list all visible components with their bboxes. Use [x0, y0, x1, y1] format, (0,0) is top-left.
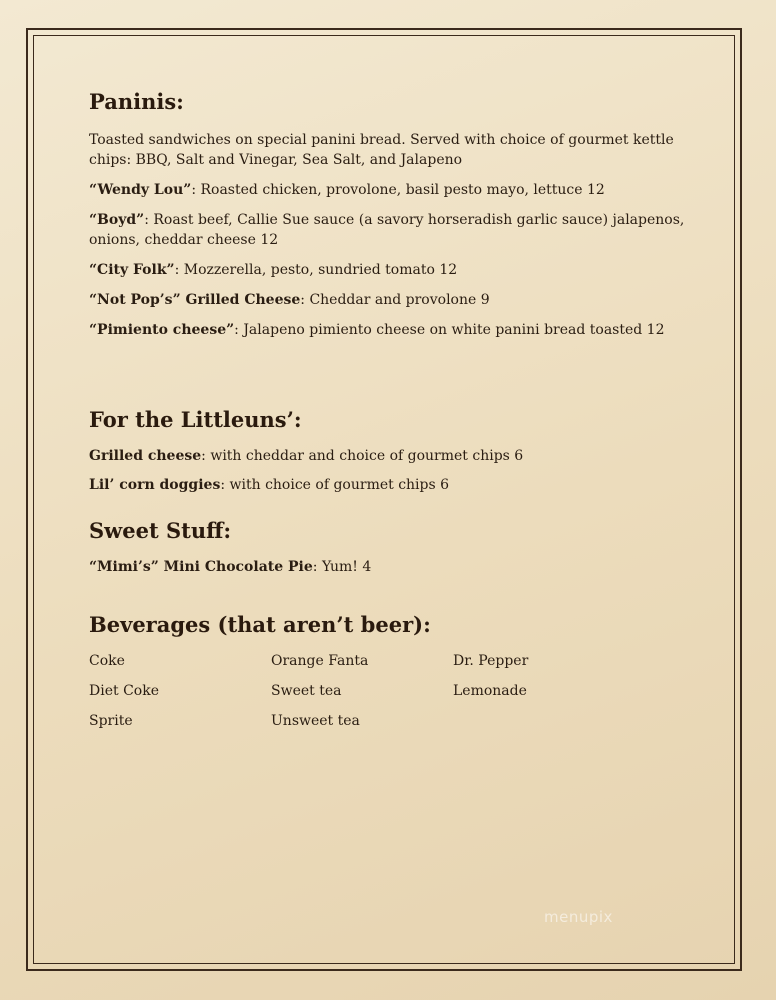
beverage-column: [89, 651, 271, 741]
sweet-stuff-section: [89, 517, 689, 577]
beverage-item: Dr. Pepper: [453, 653, 529, 669]
item-name: “City Folk”: [89, 262, 175, 278]
menu-content: [89, 88, 689, 741]
item-name: “Wendy Lou”: [89, 182, 192, 198]
beverage-item: Lemonade: [453, 683, 527, 699]
paninis-heading: Paninis:: [89, 89, 184, 114]
item-name: “Pimiento cheese”: [89, 322, 235, 338]
item-desc: : Roast beef, Callie Sue sauce (a savory horseradish garlic sauce) jalapenos, onions, cheddar cheese 12: [89, 212, 685, 248]
beverages-heading: Beverages (that aren’t beer):: [89, 612, 431, 637]
item-desc: : Roasted chicken, provolone, basil pesto mayo, lettuce 12: [191, 182, 605, 198]
menu-item: [89, 180, 689, 200]
item-desc: : Jalapeno pimiento cheese on white panini bread toasted 12: [234, 322, 665, 338]
beverage-item: Diet Coke: [89, 683, 159, 699]
beverage-column: [271, 651, 453, 741]
item-desc: : Yum! 4: [312, 559, 372, 575]
paninis-section: [89, 88, 689, 340]
beverage-column: [453, 651, 635, 741]
littleuns-section: [89, 406, 689, 495]
menu-item: [89, 320, 689, 340]
item-name: “Mimi’s” Mini Chocolate Pie: [89, 559, 313, 575]
menu-item: [89, 260, 689, 280]
beverage-item: Sprite: [89, 713, 133, 729]
beverage-item: Coke: [89, 653, 125, 669]
menu-item: [89, 557, 689, 577]
beverage-item: Orange Fanta: [271, 653, 369, 669]
item-desc: : with cheddar and choice of gourmet chips 6: [201, 448, 524, 464]
menu-item: [89, 475, 689, 495]
item-name: “Boyd”: [89, 212, 145, 228]
menu-item: [89, 210, 689, 250]
sweet-stuff-heading: Sweet Stuff:: [89, 518, 232, 543]
beverage-item: Unsweet tea: [271, 713, 360, 729]
item-desc: : Cheddar and provolone 9: [300, 292, 490, 308]
item-name: “Not Pop’s” Grilled Cheese: [89, 292, 301, 308]
menu-item: [89, 290, 689, 310]
beverages-grid: [89, 651, 689, 741]
item-name: Lil’ corn doggies: [89, 477, 221, 493]
littleuns-heading: For the Littleuns’:: [89, 407, 302, 432]
paninis-intro: Toasted sandwiches on special panini bread. Served with choice of gourmet kettle chips: BBQ, Salt and Vinegar, Sea Salt, and Jalapeno: [89, 132, 674, 168]
beverages-section: [89, 611, 689, 741]
item-desc: : with choice of gourmet chips 6: [220, 477, 450, 493]
item-desc: : Mozzerella, pesto, sundried tomato 12: [174, 262, 458, 278]
menu-item: [89, 446, 689, 466]
watermark-text: menupix: [544, 908, 613, 926]
beverage-item: Sweet tea: [271, 683, 342, 699]
item-name: Grilled cheese: [89, 448, 202, 464]
